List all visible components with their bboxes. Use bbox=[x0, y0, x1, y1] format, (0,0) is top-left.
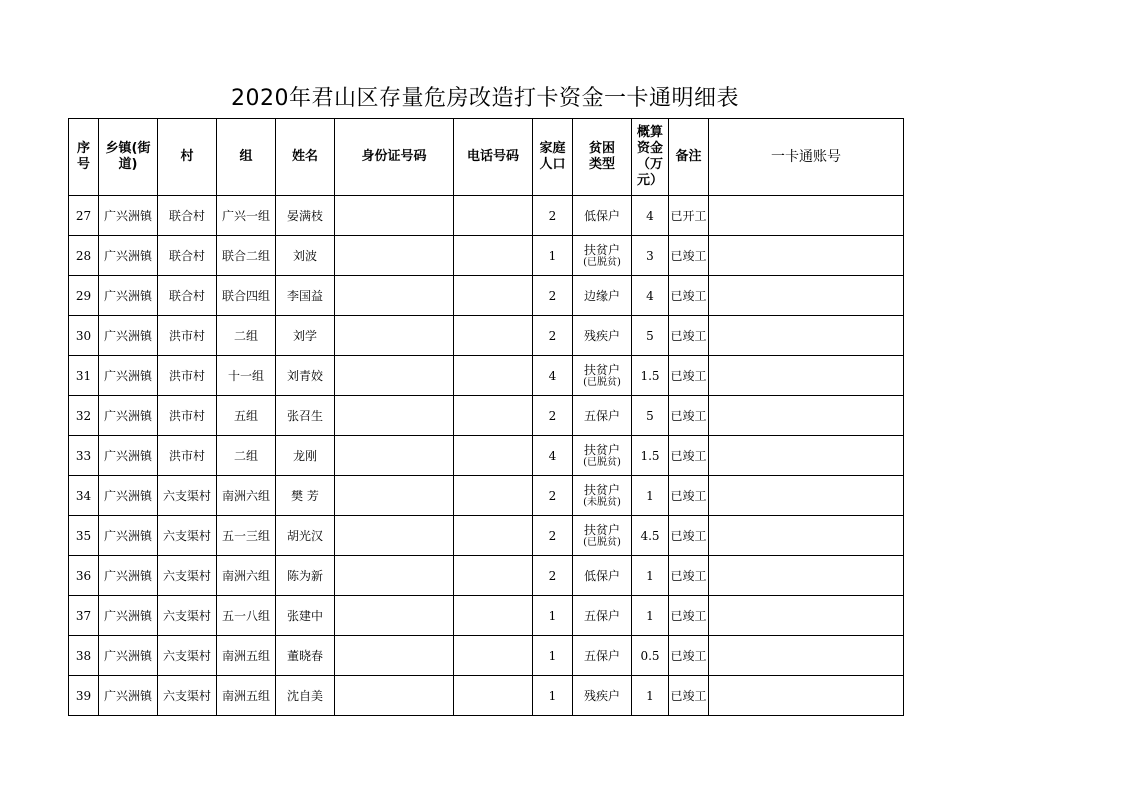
header-town: 乡镇(街道) bbox=[99, 119, 158, 196]
cell-account bbox=[709, 316, 904, 356]
cell-poverty-type bbox=[573, 516, 632, 556]
poverty-status-note: (已脱贫) bbox=[583, 256, 621, 268]
cell-budget: 1 bbox=[632, 556, 669, 596]
cell-remark: 已竣工 bbox=[669, 356, 709, 396]
cell-family-size: 1 bbox=[533, 676, 573, 716]
cell-phone bbox=[454, 436, 533, 476]
cell-phone bbox=[454, 236, 533, 276]
cell-poverty-type bbox=[573, 236, 632, 276]
header-poverty-type: 贫困类型 bbox=[573, 119, 632, 196]
cell-name: 龙刚 bbox=[276, 436, 335, 476]
cell-poverty-type bbox=[573, 676, 632, 716]
cell-town: 广兴洲镇 bbox=[99, 396, 158, 436]
cell-name: 刘青姣 bbox=[276, 356, 335, 396]
cell-id-number bbox=[335, 636, 454, 676]
cell-group: 十一组 bbox=[217, 356, 276, 396]
table-row bbox=[69, 356, 904, 396]
cell-account bbox=[709, 436, 904, 476]
cell-account bbox=[709, 556, 904, 596]
cell-phone bbox=[454, 396, 533, 436]
cell-village: 联合村 bbox=[158, 236, 217, 276]
cell-id-number bbox=[335, 476, 454, 516]
cell-village: 联合村 bbox=[158, 276, 217, 316]
cell-budget: 4 bbox=[632, 276, 669, 316]
cell-id-number bbox=[335, 196, 454, 236]
poverty-type-label: 扶贫户 bbox=[583, 522, 620, 537]
cell-town: 广兴洲镇 bbox=[99, 196, 158, 236]
cell-poverty-type bbox=[573, 556, 632, 596]
cell-group: 二组 bbox=[217, 316, 276, 356]
cell-id-number bbox=[335, 396, 454, 436]
cell-phone bbox=[454, 676, 533, 716]
cell-family-size: 2 bbox=[533, 316, 573, 356]
header-village: 村 bbox=[158, 119, 217, 196]
cell-village: 洪市村 bbox=[158, 316, 217, 356]
cell-town: 广兴洲镇 bbox=[99, 356, 158, 396]
cell-budget: 1.5 bbox=[632, 356, 669, 396]
table-row bbox=[69, 436, 904, 476]
table-row bbox=[69, 396, 904, 436]
cell-remark: 已竣工 bbox=[669, 396, 709, 436]
cell-remark: 已竣工 bbox=[669, 516, 709, 556]
cell-remark: 已竣工 bbox=[669, 276, 709, 316]
cell-group: 联合二组 bbox=[217, 236, 276, 276]
cell-group: 广兴一组 bbox=[217, 196, 276, 236]
cell-group: 南洲五组 bbox=[217, 636, 276, 676]
cell-poverty-type bbox=[573, 396, 632, 436]
header-budget: 概算资金（万元） bbox=[632, 119, 669, 196]
cell-group: 二组 bbox=[217, 436, 276, 476]
cell-seq: 37 bbox=[69, 596, 99, 636]
cell-budget: 3 bbox=[632, 236, 669, 276]
cell-village: 六支渠村 bbox=[158, 596, 217, 636]
cell-poverty-type bbox=[573, 436, 632, 476]
table-row bbox=[69, 676, 904, 716]
table-row bbox=[69, 556, 904, 596]
cell-phone bbox=[454, 556, 533, 596]
cell-name: 胡光汉 bbox=[276, 516, 335, 556]
cell-budget: 5 bbox=[632, 396, 669, 436]
cell-id-number bbox=[335, 516, 454, 556]
poverty-status-note: (已脱贫) bbox=[583, 376, 621, 388]
cell-seq: 35 bbox=[69, 516, 99, 556]
poverty-type-label: 低保户 bbox=[583, 568, 620, 583]
cell-town: 广兴洲镇 bbox=[99, 236, 158, 276]
cell-poverty-type bbox=[573, 196, 632, 236]
cell-remark: 已竣工 bbox=[669, 476, 709, 516]
cell-phone bbox=[454, 196, 533, 236]
cell-budget: 0.5 bbox=[632, 636, 669, 676]
cell-village: 洪市村 bbox=[158, 436, 217, 476]
poverty-type-label: 五保户 bbox=[583, 648, 620, 663]
cell-budget: 1 bbox=[632, 596, 669, 636]
cell-town: 广兴洲镇 bbox=[99, 436, 158, 476]
cell-village: 六支渠村 bbox=[158, 476, 217, 516]
cell-account bbox=[709, 276, 904, 316]
cell-town: 广兴洲镇 bbox=[99, 516, 158, 556]
cell-name: 刘学 bbox=[276, 316, 335, 356]
cell-family-size: 1 bbox=[533, 236, 573, 276]
cell-village: 六支渠村 bbox=[158, 556, 217, 596]
cell-remark: 已开工 bbox=[669, 196, 709, 236]
poverty-status-note: (未脱贫) bbox=[583, 496, 621, 508]
cell-account bbox=[709, 596, 904, 636]
cell-phone bbox=[454, 356, 533, 396]
cell-poverty-type bbox=[573, 356, 632, 396]
poverty-type-label: 五保户 bbox=[583, 608, 620, 623]
cell-group: 五一八组 bbox=[217, 596, 276, 636]
cell-seq: 34 bbox=[69, 476, 99, 516]
cell-name: 沈自美 bbox=[276, 676, 335, 716]
cell-group: 南洲六组 bbox=[217, 556, 276, 596]
cell-budget: 4 bbox=[632, 196, 669, 236]
cell-name: 晏满枝 bbox=[276, 196, 335, 236]
cell-budget: 1.5 bbox=[632, 436, 669, 476]
cell-name: 樊 芳 bbox=[276, 476, 335, 516]
cell-name: 李国益 bbox=[276, 276, 335, 316]
cell-group: 五一三组 bbox=[217, 516, 276, 556]
table-row bbox=[69, 316, 904, 356]
cell-family-size: 4 bbox=[533, 356, 573, 396]
poverty-type-label: 扶贫户 bbox=[583, 442, 620, 457]
cell-seq: 38 bbox=[69, 636, 99, 676]
poverty-type-label: 边缘户 bbox=[583, 288, 620, 303]
table-row bbox=[69, 476, 904, 516]
cell-phone bbox=[454, 636, 533, 676]
cell-id-number bbox=[335, 276, 454, 316]
cell-name: 张建中 bbox=[276, 596, 335, 636]
cell-village: 洪市村 bbox=[158, 356, 217, 396]
cell-village: 六支渠村 bbox=[158, 636, 217, 676]
cell-seq: 29 bbox=[69, 276, 99, 316]
cell-budget: 1 bbox=[632, 476, 669, 516]
header-id-number: 身份证号码 bbox=[335, 119, 454, 196]
cell-phone bbox=[454, 316, 533, 356]
header-account: 一卡通账号 bbox=[709, 119, 904, 196]
cell-budget: 1 bbox=[632, 676, 669, 716]
cell-id-number bbox=[335, 556, 454, 596]
cell-account bbox=[709, 476, 904, 516]
cell-name: 陈为新 bbox=[276, 556, 335, 596]
table-body bbox=[69, 196, 904, 716]
cell-id-number bbox=[335, 676, 454, 716]
cell-account bbox=[709, 196, 904, 236]
poverty-type-label: 扶贫户 bbox=[583, 242, 620, 257]
cell-phone bbox=[454, 476, 533, 516]
cell-group: 南洲六组 bbox=[217, 476, 276, 516]
cell-village: 六支渠村 bbox=[158, 516, 217, 556]
cell-village: 洪市村 bbox=[158, 396, 217, 436]
cell-village: 六支渠村 bbox=[158, 676, 217, 716]
header-seq: 序号 bbox=[69, 119, 99, 196]
poverty-type-label: 残疾户 bbox=[583, 328, 620, 343]
fund-detail-table bbox=[68, 118, 904, 716]
cell-family-size: 2 bbox=[533, 196, 573, 236]
cell-village: 联合村 bbox=[158, 196, 217, 236]
cell-town: 广兴洲镇 bbox=[99, 316, 158, 356]
cell-remark: 已竣工 bbox=[669, 236, 709, 276]
poverty-status-note: (已脱贫) bbox=[583, 456, 621, 468]
cell-family-size: 2 bbox=[533, 396, 573, 436]
cell-remark: 已竣工 bbox=[669, 556, 709, 596]
cell-account bbox=[709, 516, 904, 556]
cell-seq: 30 bbox=[69, 316, 99, 356]
cell-phone bbox=[454, 276, 533, 316]
cell-seq: 31 bbox=[69, 356, 99, 396]
cell-seq: 39 bbox=[69, 676, 99, 716]
poverty-type-label: 残疾户 bbox=[583, 688, 620, 703]
cell-remark: 已竣工 bbox=[669, 436, 709, 476]
cell-id-number bbox=[335, 356, 454, 396]
header-name: 姓名 bbox=[276, 119, 335, 196]
cell-id-number bbox=[335, 316, 454, 356]
cell-family-size: 2 bbox=[533, 556, 573, 596]
cell-family-size: 1 bbox=[533, 596, 573, 636]
table-row bbox=[69, 516, 904, 556]
poverty-type-label: 扶贫户 bbox=[583, 482, 620, 497]
cell-group: 联合四组 bbox=[217, 276, 276, 316]
cell-poverty-type bbox=[573, 316, 632, 356]
header-family-size: 家庭人口 bbox=[533, 119, 573, 196]
cell-budget: 5 bbox=[632, 316, 669, 356]
cell-name: 张召生 bbox=[276, 396, 335, 436]
cell-group: 五组 bbox=[217, 396, 276, 436]
cell-phone bbox=[454, 596, 533, 636]
poverty-type-label: 扶贫户 bbox=[583, 362, 620, 377]
cell-account bbox=[709, 636, 904, 676]
header-group: 组 bbox=[217, 119, 276, 196]
cell-remark: 已竣工 bbox=[669, 596, 709, 636]
cell-account bbox=[709, 396, 904, 436]
cell-family-size: 1 bbox=[533, 636, 573, 676]
cell-town: 广兴洲镇 bbox=[99, 596, 158, 636]
table-row bbox=[69, 596, 904, 636]
cell-group: 南洲五组 bbox=[217, 676, 276, 716]
cell-remark: 已竣工 bbox=[669, 636, 709, 676]
table-row bbox=[69, 236, 904, 276]
table-row bbox=[69, 196, 904, 236]
poverty-type-label: 五保户 bbox=[583, 408, 620, 423]
header-remark: 备注 bbox=[669, 119, 709, 196]
cell-name: 刘波 bbox=[276, 236, 335, 276]
cell-remark: 已竣工 bbox=[669, 676, 709, 716]
cell-poverty-type bbox=[573, 596, 632, 636]
cell-town: 广兴洲镇 bbox=[99, 636, 158, 676]
cell-seq: 28 bbox=[69, 236, 99, 276]
cell-remark: 已竣工 bbox=[669, 316, 709, 356]
cell-phone bbox=[454, 516, 533, 556]
header-row bbox=[69, 119, 904, 196]
poverty-type-label: 低保户 bbox=[583, 208, 620, 223]
table-row bbox=[69, 636, 904, 676]
cell-account bbox=[709, 236, 904, 276]
cell-poverty-type bbox=[573, 636, 632, 676]
cell-seq: 27 bbox=[69, 196, 99, 236]
cell-town: 广兴洲镇 bbox=[99, 676, 158, 716]
cell-poverty-type bbox=[573, 276, 632, 316]
cell-account bbox=[709, 356, 904, 396]
cell-town: 广兴洲镇 bbox=[99, 476, 158, 516]
cell-id-number bbox=[335, 596, 454, 636]
cell-account bbox=[709, 676, 904, 716]
cell-name: 董晓春 bbox=[276, 636, 335, 676]
cell-family-size: 2 bbox=[533, 276, 573, 316]
cell-family-size: 2 bbox=[533, 516, 573, 556]
cell-seq: 36 bbox=[69, 556, 99, 596]
cell-seq: 32 bbox=[69, 396, 99, 436]
cell-town: 广兴洲镇 bbox=[99, 556, 158, 596]
table-row bbox=[69, 276, 904, 316]
cell-family-size: 4 bbox=[533, 436, 573, 476]
poverty-status-note: (已脱贫) bbox=[583, 536, 621, 548]
cell-town: 广兴洲镇 bbox=[99, 276, 158, 316]
cell-family-size: 2 bbox=[533, 476, 573, 516]
cell-budget: 4.5 bbox=[632, 516, 669, 556]
cell-seq: 33 bbox=[69, 436, 99, 476]
header-phone: 电话号码 bbox=[454, 119, 533, 196]
page-title: 2020年君山区存量危房改造打卡资金一卡通明细表 bbox=[231, 86, 739, 111]
cell-id-number bbox=[335, 236, 454, 276]
cell-poverty-type bbox=[573, 476, 632, 516]
cell-id-number bbox=[335, 436, 454, 476]
